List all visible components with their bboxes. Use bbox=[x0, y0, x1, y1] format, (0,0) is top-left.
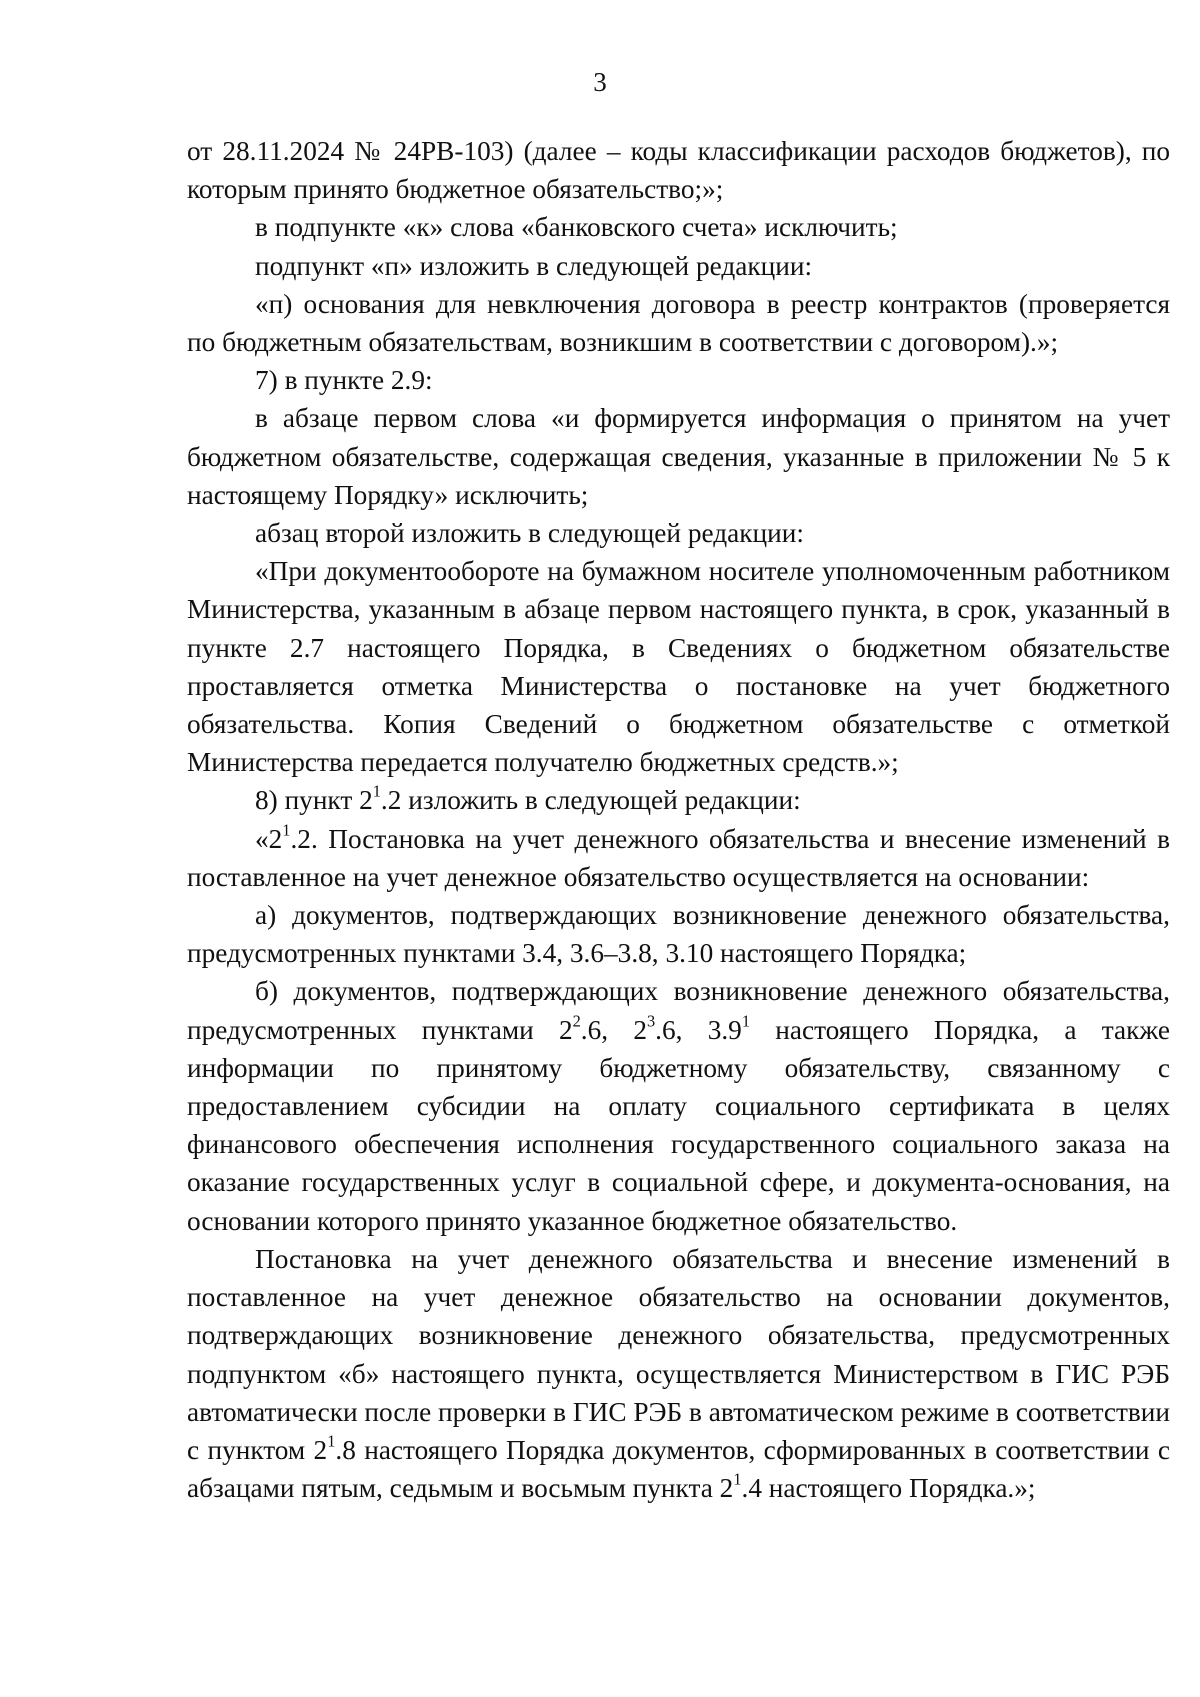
paragraph-text: 7) в пункте 2.9: bbox=[255, 365, 433, 396]
paragraph-text: «п) основания для невключения договора в реестр контрактов (проверяется по бюджетным обязательствам, возникшим в соответствии с договором).»; bbox=[187, 288, 1170, 358]
superscript: 1 bbox=[327, 1431, 336, 1451]
paragraph-text: в абзаце первом слова «и формируется информация о принятом на учет бюджетном обязательстве, содержащая сведения, указанные в приложении № 5 к настоящему Порядку» исключить; bbox=[187, 403, 1170, 510]
paragraph-text: настоящего Порядка, а также информации по принятому бюджетному обязательству, связанному с предоставлением субсидии на оплату социального сертификата в целях финансового обеспечения исполнения государственного социального заказа на оказание государственных услуг в социальной сфере, и документа-основания, на основании которого принято указанное бюджетное обязательство. bbox=[187, 1014, 1170, 1236]
page-number: 3 bbox=[593, 67, 607, 97]
paragraph-text: а) документов, подтверждающих возникновение денежного обязательства, предусмотренных пунктами 3.4, 3.6–3.8, 3.10 настоящего Порядка; bbox=[187, 900, 1170, 969]
paragraph bbox=[187, 514, 1170, 552]
paragraph-text: .2 изложить в следующей редакции: bbox=[380, 785, 801, 816]
paragraph bbox=[187, 399, 1170, 514]
paragraph bbox=[187, 896, 1170, 972]
paragraph-text: абзац второй изложить в следующей редакции: bbox=[255, 518, 804, 549]
paragraph bbox=[187, 1240, 1170, 1507]
paragraph bbox=[187, 972, 1170, 1239]
paragraph-text: .4 настоящего Порядка.»; bbox=[741, 1473, 1036, 1504]
superscript: 1 bbox=[741, 1011, 751, 1031]
paragraph-text: .8 настоящего Порядка документов, сформированных в соответствии с абзацами пятым, седьмым и восьмым пункта 2 bbox=[187, 1434, 1170, 1504]
paragraph-text: 8) пункт 2 bbox=[255, 785, 373, 816]
document-body bbox=[187, 132, 1170, 1507]
paragraph-text: подпункт «п» изложить в следующей редакции: bbox=[255, 250, 813, 281]
superscript: 3 bbox=[646, 1011, 656, 1031]
paragraph-text: Постановка на учет денежного обязательства и внесение изменений в поставленное на учет денежное обязательство на основании документов, подтверждающих возникновение денежного обязательства, предусмотренных подпунктом «б» настоящего пункта, осуществляется Министерством в ГИС РЭБ автоматически после проверки в ГИС РЭБ в автоматическом режиме в соответствии с пунктом 2 bbox=[187, 1243, 1170, 1465]
paragraph-text: от 28.11.2024 № 24РВ-103) (далее – коды классификации расходов бюджетов), по которым принято бюджетное обязательство;»; bbox=[187, 136, 1170, 205]
paragraph-text: «2 bbox=[255, 823, 283, 854]
superscript: 1 bbox=[372, 782, 381, 802]
paragraph-text: в подпункте «к» слова «банковского счета» исключить; bbox=[255, 212, 898, 243]
superscript: 1 bbox=[733, 1469, 742, 1489]
paragraph bbox=[187, 285, 1170, 361]
superscript: 2 bbox=[572, 1011, 581, 1031]
paragraph-text: .6, 2 bbox=[580, 1014, 647, 1045]
paragraph bbox=[187, 132, 1170, 208]
paragraph-text: .6, 3.9 bbox=[655, 1014, 742, 1045]
paragraph bbox=[187, 552, 1170, 781]
paragraph bbox=[187, 781, 1170, 819]
paragraph-text: б) документов, подтверждающих возникновение денежного обязательства, предусмотренных пунктами 2 bbox=[187, 976, 1170, 1045]
paragraph-text: .2. Постановка на учет денежного обязательства и внесение изменений в поставленное на учет денежное обязательство осуществляется на основании: bbox=[187, 823, 1170, 892]
superscript: 1 bbox=[282, 820, 291, 840]
paragraph-text: «При документообороте на бумажном носителе уполномоченным работником Министерства, указанным в абзаце первом настоящего пункта, в срок, указанный в пункте 2.7 настоящего Порядка, в Сведениях о бюджетном обязательстве проставляется отметка Министерства о постановке на учет бюджетного обязательства. Копия Сведений о бюджетном обязательстве с отметкой Министерства передается получателю бюджетных средств.»; bbox=[187, 556, 1170, 778]
paragraph bbox=[187, 247, 1170, 285]
paragraph bbox=[187, 820, 1170, 896]
paragraph bbox=[187, 208, 1170, 246]
paragraph bbox=[187, 361, 1170, 399]
